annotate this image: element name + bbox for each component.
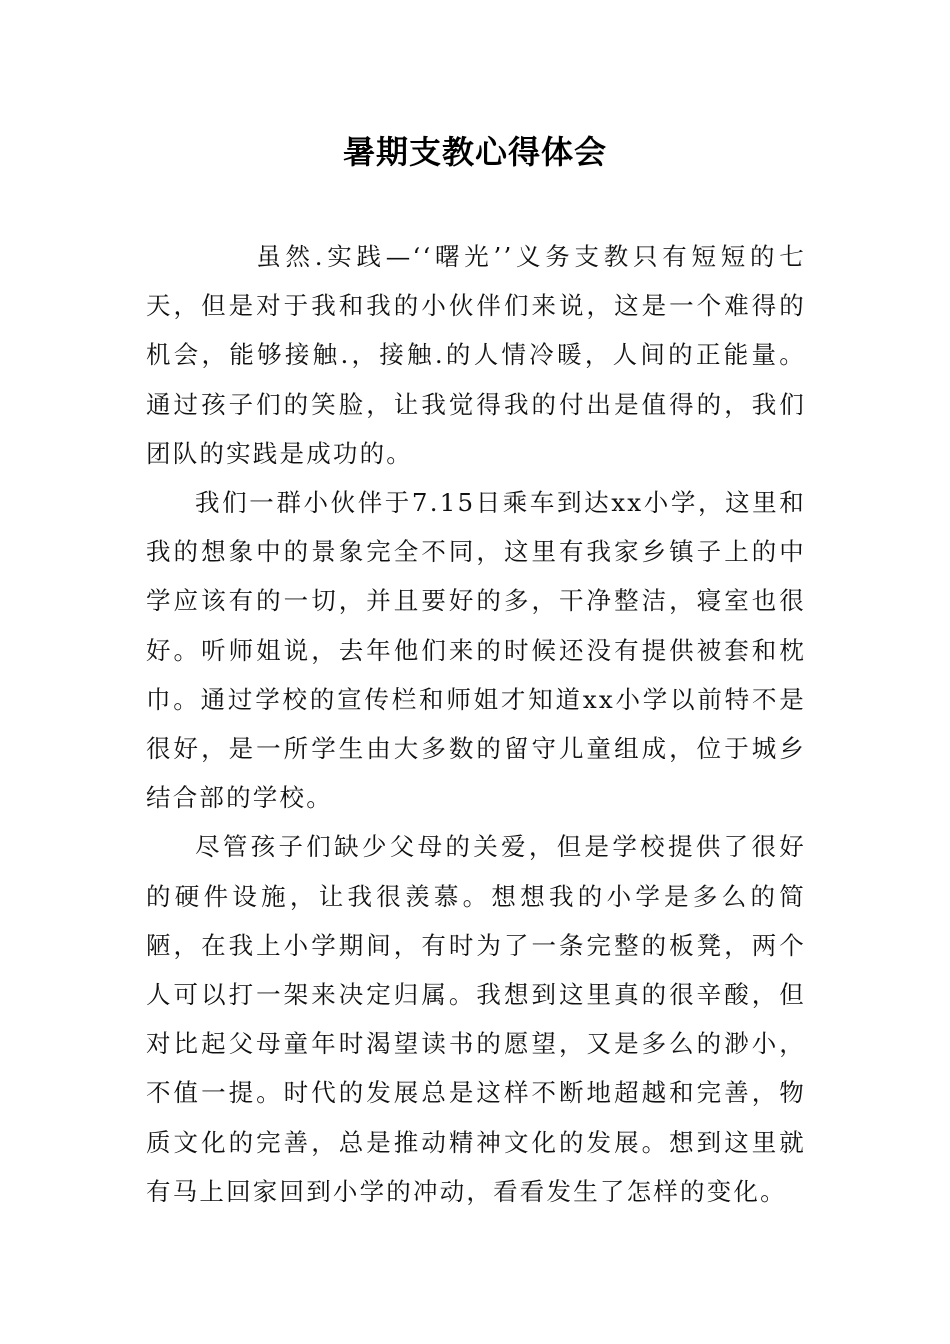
paragraph-3: 尽管孩子们缺少父母的关爱，但是学校提供了很好的硬件设施，让我很羡慕。想想我的小学是多么的简陋，在我上小学期间，有时为了一条完整的板凳，两个人可以打一架来决定归属。我想到这里真的很辛酸，但对比起父母童年时渴望读书的愿望，又是多么的渺小，不值一提。时代的发展总是这样不断地超越和完善，物质文化的完善，总是推动精神文化的发展。想到这里就有马上回家回到小学的冲动，看看发生了怎样的变化。 xyxy=(146,832,806,1206)
paragraph-1: 虽然.实践—‘‘曙光’’义务支教只有短短的七天，但是对于我和我的小伙伴们来说，这是一个难得的机会，能够接触.，接触.的人情冷暖，人间的正能量。通过孩子们的笑脸，让我觉得我的付出是值得的，我们团队的实践是成功的。 xyxy=(146,242,806,468)
paragraph-2: 我们一群小伙伴于7.15日乘车到达xx小学，这里和我的想象中的景象完全不同，这里有我家乡镇子上的中学应该有的一切，并且要好的多，干净整洁，寝室也很好。听师姐说，去年他们来的时候还没有提供被套和枕巾。通过学校的宣传栏和师姐才知道xx小学以前特不是很好，是一所学生由大多数的留守儿童组成，位于城乡结合部的学校。 xyxy=(146,488,806,813)
document-title: 暑期支教心得体会 xyxy=(342,133,607,171)
document-body xyxy=(146,232,806,1216)
